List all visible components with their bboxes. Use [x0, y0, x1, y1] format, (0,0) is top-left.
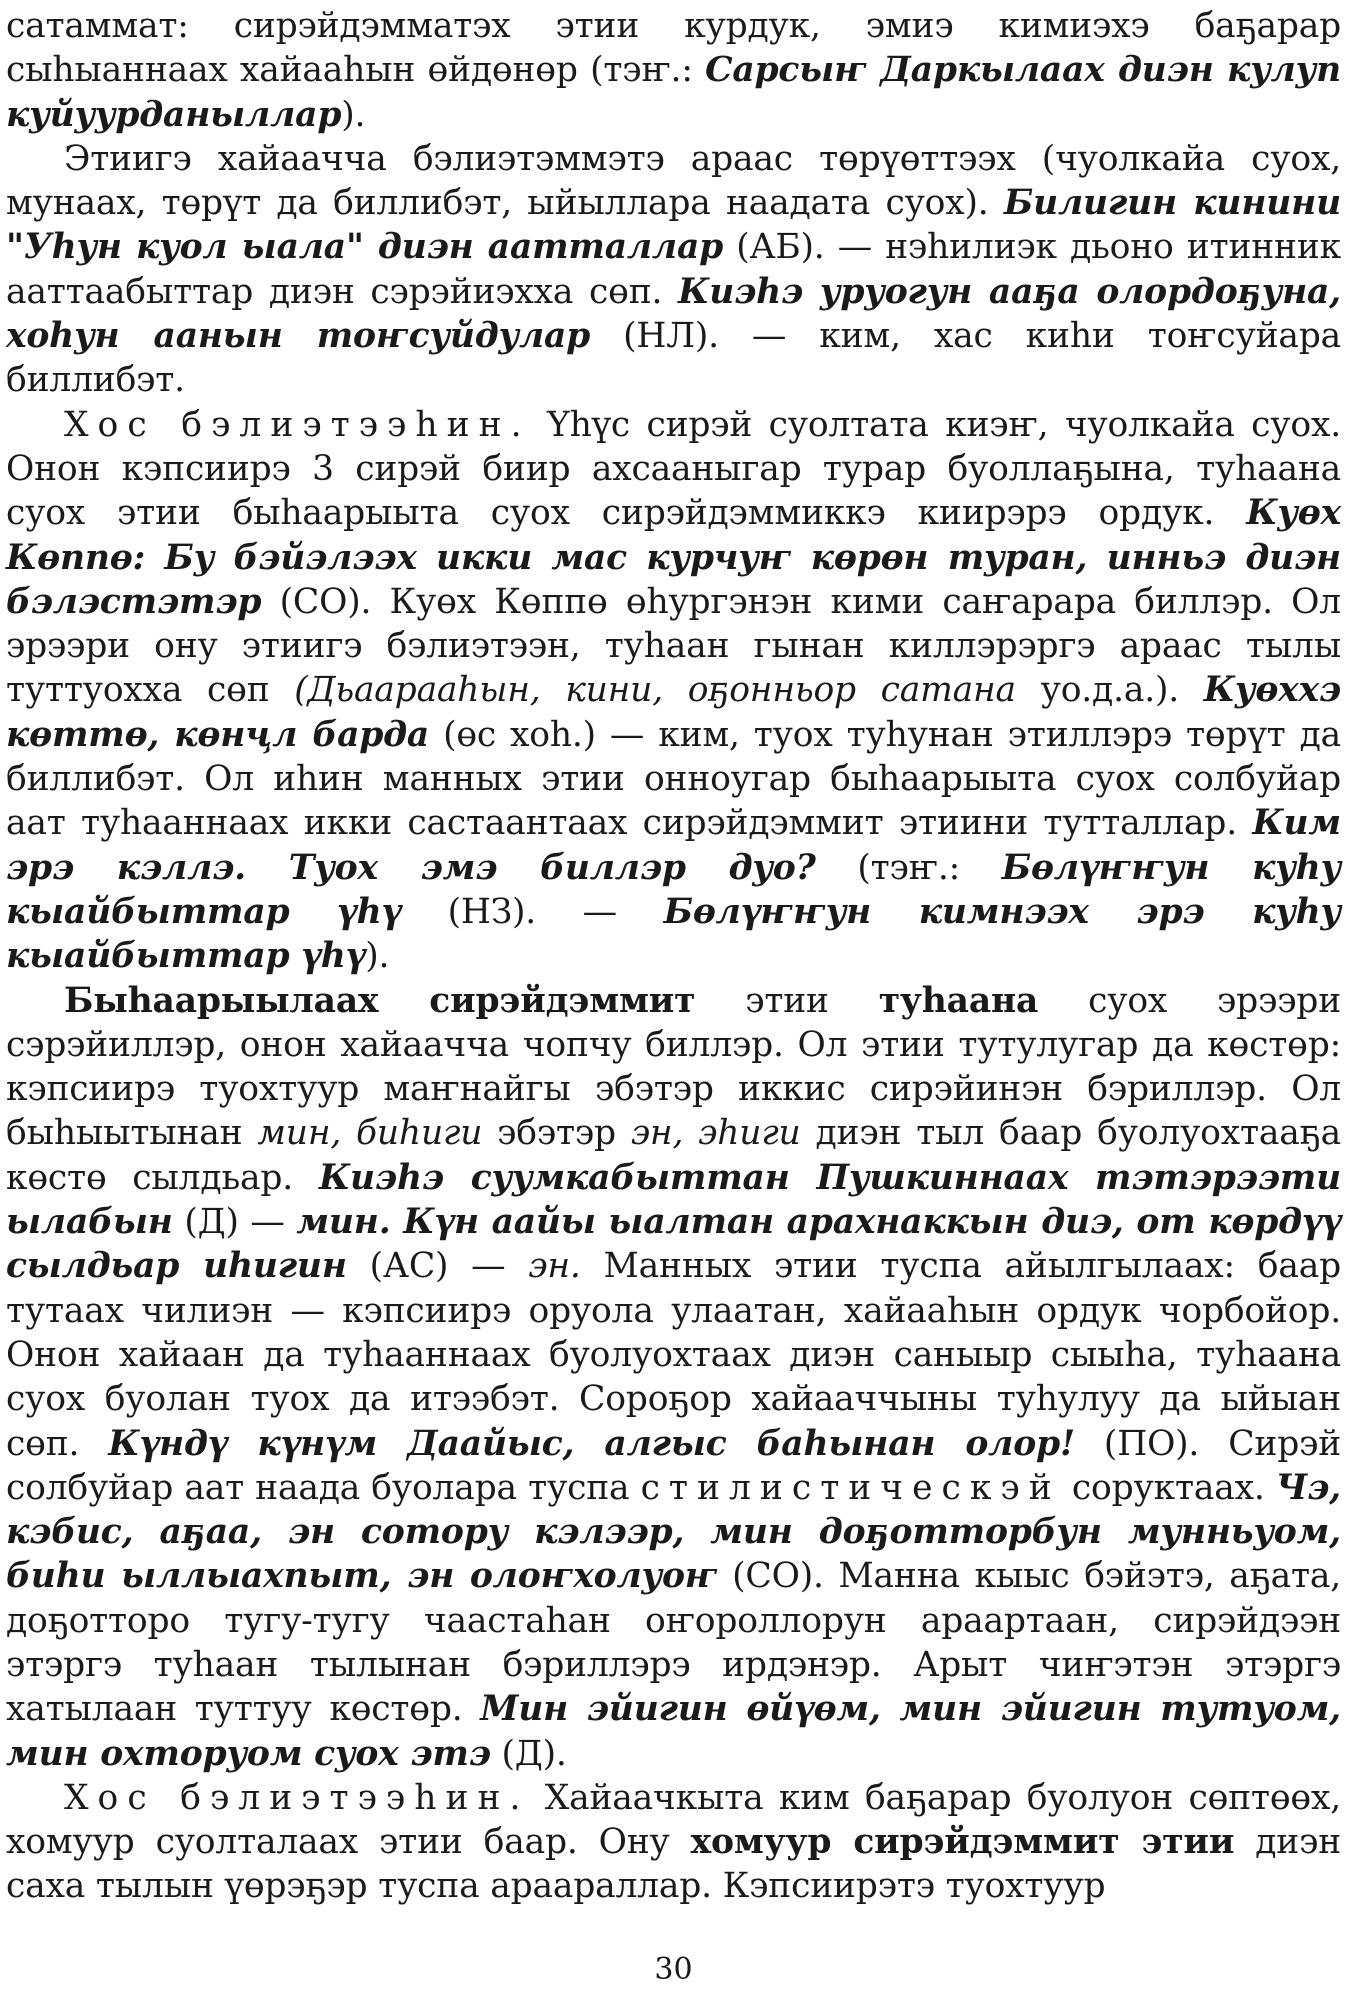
example-sentence: Бөлүҥҥун кимнээх эрэ куһу кыайбыттар үһү — [6, 891, 1341, 977]
text-run: (НЛ). — ким, хас киһи тоҥсуйара биллибэт. — [6, 316, 1341, 401]
example-sentence: Билигин кинини "Уһун куол ыала" диэн аатталлар — [6, 183, 1341, 268]
italic-text: эн, эһиги — [630, 1113, 801, 1154]
text-run: Үһүс сирэй суолтата киэҥ, чуолкайа суох. Онон кэпсиирэ 3 сирэй биир ахсааныгар турар буоллаҕына, туһаана суох этии быһаарыыта суох сирэйдэммиккэ киирэрэ ордук. — [6, 404, 1341, 534]
term: хомуур сирэйдэммит этии — [690, 1822, 1235, 1863]
example-sentence: Ким эрэ кэллэ. Туох эмэ биллэр дуо? — [6, 803, 1341, 888]
paragraph — [6, 137, 1341, 403]
text-run: эбэтэр — [482, 1113, 631, 1154]
text-run: (ПО). Сирэй солбуйар аат наада буолара туспа — [6, 1423, 1341, 1508]
spaced-heading: Хос бэлиэтээһин. — [64, 1777, 530, 1818]
text-run: Этиигэ хайаачча бэлиэтэммэтэ араас төрүөттээх (чуолкайа суох, мунаах, төрүт да биллибэт, ыйыллара наадата суох). — [6, 138, 1341, 224]
example-sentence: Күндү күнүм Даайыс, алгыс баһынан олор! — [108, 1423, 1075, 1464]
text-run: суох эрээри сэрэйиллэр, онон хайаачча чопчу биллэр. Ол этии тутулугар да көстөр: кэпсиирэ туохтуур маҥнайгы эбэтэр иккис сирэйинэн бэриллэр. Ол быһыытынан — [6, 980, 1341, 1154]
example-sentence: Бөлүҥҥун куһу кыайбыттар үһү — [6, 847, 1342, 932]
page-number: 30 — [654, 1952, 693, 1987]
spaced-heading: стилистическэй — [640, 1467, 1061, 1508]
italic-text: мин, биһиги — [257, 1113, 483, 1154]
text-run: соруктаах. — [1060, 1467, 1276, 1508]
example-sentence: Куөххэ көттө, көнҷл барда — [6, 670, 1341, 755]
text-run: Хайаачкыта ким баҕарар буолуон сөптөөх, хомуур суолталаах этии баар. Ону — [6, 1777, 1341, 1863]
text-run: диэн тыл баар буолуохтааҕа көстө сылдьар. — [6, 1113, 1341, 1198]
italic-text: эн. — [528, 1246, 581, 1287]
page-body-text — [6, 4, 1341, 1909]
text-run: диэн саха тылын үөрэҕэр туспа араараллар. Кэпсиирэтэ туохтуур — [6, 1822, 1341, 1907]
text-run: (АС) — — [346, 1246, 529, 1287]
paragraph — [6, 4, 1341, 137]
example-sentence: Киэһэ суумкабыттан Пушкиннаах тэтэрээти ылабын — [6, 1157, 1341, 1243]
text-run: уо.д.а.). — [1015, 670, 1204, 711]
example-sentence: Куөх Көппө: Бу бэйэлээх икки мас курчуҥ көрөн туран, инньэ диэн бэлэстэтэр — [6, 493, 1341, 622]
text-run: ). — [365, 936, 390, 977]
example-sentence: мин. Күн аайы ыалтан арахнаккын диэ, от көрдүү сылдьар иһигин — [6, 1202, 1341, 1287]
text-run: (Д) — — [172, 1202, 297, 1243]
text-run: (өс хоһ.) — ким, туох туһунан этиллэрэ төрүт да биллибэт. Ол иһин манных этии онноугар быһаарыыта суох солбуйар аат туһааннаах икки састаантаах сирэйдэммит этиини тутталлар. — [6, 714, 1341, 844]
paragraph — [6, 1776, 1341, 1909]
italic-text: (Дьаарааһын, кини, оҕонньор сатана — [294, 670, 1016, 711]
example-sentence: Сарсыҥ Даркылаах диэн кулуп куйуурданыллар — [6, 50, 1341, 135]
spaced-heading: Хос бэлиэтээһин. — [64, 404, 531, 445]
text-run: сатаммат: сирэйдэмматэх этии курдук, эмиэ кимиэхэ баҕарар сыһыаннаах хайааһын өйдөнөр (тэҥ.: — [6, 6, 1341, 91]
paragraph — [6, 979, 1341, 1776]
text-run: ). — [341, 94, 366, 135]
example-sentence: Киэһэ уруогун ааҕа олордоҕуна, хоһун аанын тоҥсуйдулар — [6, 271, 1341, 357]
text-run: Манных этии туспа айылгылаах: баар тутаах чилиэн — кэпсиирэ оруола улаатан, хайааһын ордук чорбойор. Онон хайаан да туһааннаах буолуохтаах диэн саныыр сыыһа, туһаана суох буолан туох да итээбэт. Сороҕор хайааччыны туһулуу да ыйыан сөп. — [6, 1246, 1341, 1464]
text-run: (Д). — [490, 1733, 567, 1774]
text-run: (НЗ). — — [401, 891, 664, 932]
example-sentence: Мин эйигин өйүөм, мин эйигин тутуом, мин охторуом суох этэ — [6, 1689, 1341, 1774]
text-run: (тэҥ.: — [815, 847, 1002, 888]
text-run: (СО). Куөх Көппө өһургэнэн кими саҥарара биллэр. Ол эрээри ону этиигэ бэлиэтээн, туһаан гынан киллэрэргэ араас тылы туттуохха сөп — [6, 581, 1341, 711]
paragraph — [6, 403, 1341, 979]
text-run: этии — [695, 980, 879, 1021]
term: Быһаарыылаах сирэйдэммит — [64, 980, 696, 1021]
text-run: (АБ). — нэһилиэк дьоно итинник ааттаабыттар диэн сэрэйиэхха сөп. — [6, 227, 1341, 312]
term: туһаана — [878, 980, 1039, 1021]
text-run: (СО). Манна кыыс бэйэтэ, аҕата, доҕотторо тугу-тугу чаастаһан оҥороллорун араартаан, сирэйдээн этэргэ туһаан тылынан бэриллэрэ ирдэнэр. Арыт чиҥэтэн этэргэ хатылаан туттуу көстөр. — [6, 1556, 1341, 1730]
example-sentence: Чэ, кэбис, аҕаа, эн сотору кэлээр, мин доҕотторбун мунньуом, биһи ыллыахпыт, эн олоҥхолуоҥ — [6, 1467, 1341, 1597]
